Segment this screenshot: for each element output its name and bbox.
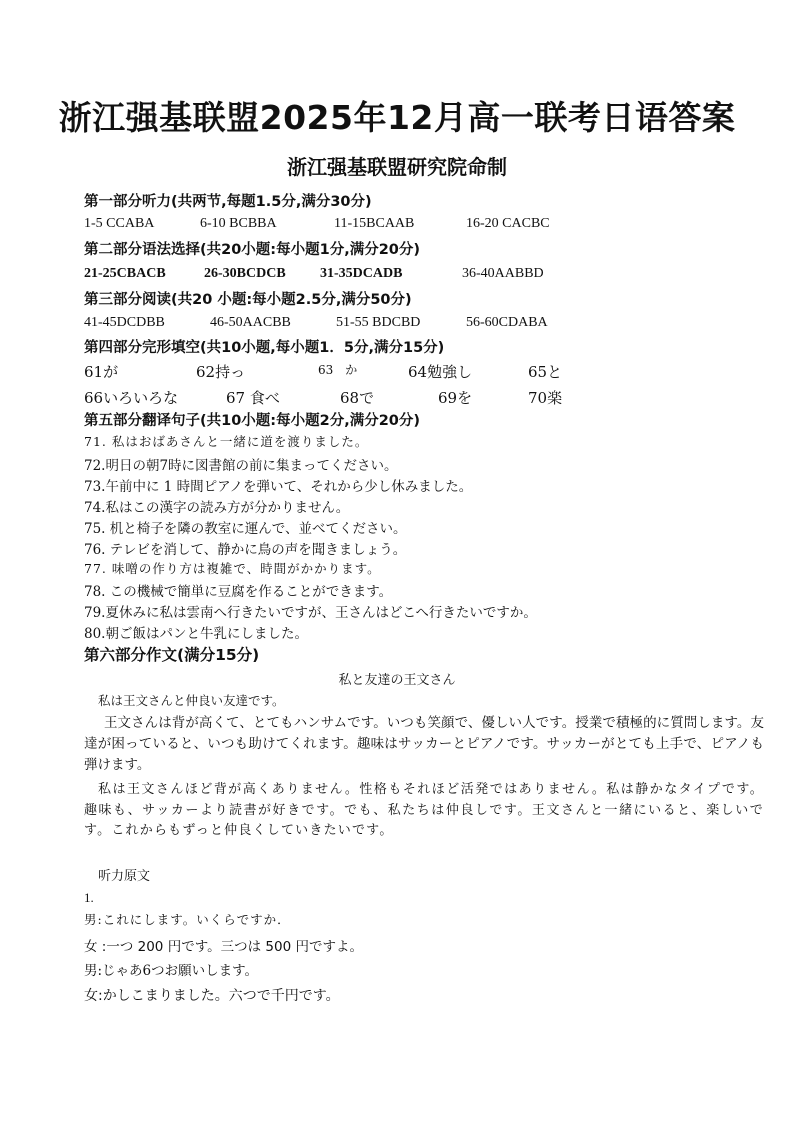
cloze-answer: 66いろいろな — [84, 389, 179, 407]
essay-paragraph: 王文さんは背が高くて、とてもハンサムです。いつも笑顔で、優しい人です。授業で積極的に質問します。友達が困っていると、いつも助けてくれます。趣味はサッカーとピアノです。サッカーがとても上手で、ピアノも弾けます。 — [84, 715, 764, 773]
cloze-answer: 70楽 — [528, 389, 563, 407]
listening-heading: 听力原文 — [98, 869, 151, 884]
page-subtitle: 浙江强基联盟研究院命制 — [287, 155, 507, 179]
listening-line: 女 :一つ 200 円です。三つは 500 円ですよ。 — [84, 939, 363, 955]
part2-answer: 21-25CBACB — [84, 266, 166, 281]
part2-heading: 第二部分语法选择(共20小题:每小题1分,满分20分) — [84, 242, 421, 258]
translation-sentence: 74.私はこの漢字の読み方が分かりません。 — [84, 500, 350, 516]
cloze-answer: 63 か — [318, 363, 358, 377]
cloze-answer: 65と — [528, 363, 563, 381]
cloze-answer: 67 食べ — [226, 389, 280, 407]
part5-heading: 第五部分翻译句子(共10小题:每小题2分,满分20分) — [84, 413, 421, 429]
part2-answer: 36-40AABBD — [462, 266, 544, 281]
page-title: 浙江强基联盟2025年12月高一联考日语答案 — [58, 98, 736, 137]
cloze-answer: 64勉強し — [408, 363, 473, 381]
part4-heading: 第四部分完形填空(共10小题,每小题1．5分,满分15分) — [84, 340, 445, 356]
part1-answer: 1-5 CCABA — [84, 216, 155, 231]
part1-heading: 第一部分听力(共两节,每题1.5分,满分30分) — [84, 194, 372, 210]
part3-answer: 46-50AACBB — [210, 315, 291, 330]
listening-line: 男:これにします。いくらですか． — [84, 912, 291, 927]
essay-title: 私と友達の王文さん — [338, 673, 456, 688]
translation-sentence: 72.明日の朝7時に図書館の前に集まってください。 — [84, 458, 398, 474]
translation-sentence: 76. テレビを消して、静かに鳥の声を聞きましょう。 — [84, 542, 407, 558]
cloze-answer: 61が — [84, 363, 119, 381]
translation-sentence: 78. この機械で簡単に豆腐を作ることができます。 — [84, 584, 393, 600]
cloze-answer: 62持っ — [196, 363, 246, 381]
part3-answer: 41-45DCDBB — [84, 315, 165, 330]
part2-answer: 26-30BCDCB — [204, 266, 286, 281]
cloze-answer: 68で — [340, 389, 375, 407]
translation-sentence: 79.夏休みに私は雲南へ行きたいですが、王さんはどこへ行きたいですか。 — [84, 605, 537, 621]
part1-answer: 11-15BCAAB — [334, 216, 415, 231]
part1-answer: 16-20 CACBC — [466, 216, 550, 231]
listening-number: 1. — [84, 890, 94, 905]
translation-sentence: 80.朝ご飯はパンと牛乳にしました。 — [84, 626, 308, 642]
essay-paragraph: 私は王文さんと仲良い友達です。 — [98, 693, 285, 708]
listening-line: 女:かしこまりました。六つで千円です。 — [84, 988, 340, 1004]
part1-answer: 6-10 BCBBA — [200, 216, 277, 231]
part2-answer: 31-35DCADB — [320, 266, 403, 281]
translation-sentence: 77. 味噌の作り方は複雑で、時間がかかります。 — [84, 561, 381, 576]
part3-answer: 56-60CDABA — [466, 315, 548, 330]
part3-answer: 51-55 BDCBD — [336, 315, 421, 330]
part6-heading: 第六部分作文(满分15分) — [84, 646, 260, 664]
listening-line: 男:じゃあ6つお願いします。 — [84, 963, 259, 979]
cloze-answer: 69を — [438, 389, 473, 407]
essay-paragraph: 私は王文さんほど背が高くありません。性格もそれほど活発ではありません。私は静かなタイプです。趣味も、サッカーより読書が好きです。でも、私たちは仲良しです。王文さんと一緒にいると、楽しいです。これからもずっと仲良くしていきたいです。 — [84, 782, 764, 838]
translation-sentence: 71. 私はおばあさんと一緒に道を渡りました。 — [84, 434, 369, 449]
part3-heading: 第三部分阅读(共20 小题:每小题2.5分,满分50分) — [84, 292, 412, 308]
translation-sentence: 75. 机と椅子を隣の教室に運んで、並べてください。 — [84, 521, 407, 537]
translation-sentence: 73.午前中に 1 時間ピアノを弾いて、それから少し休みました。 — [84, 479, 473, 495]
